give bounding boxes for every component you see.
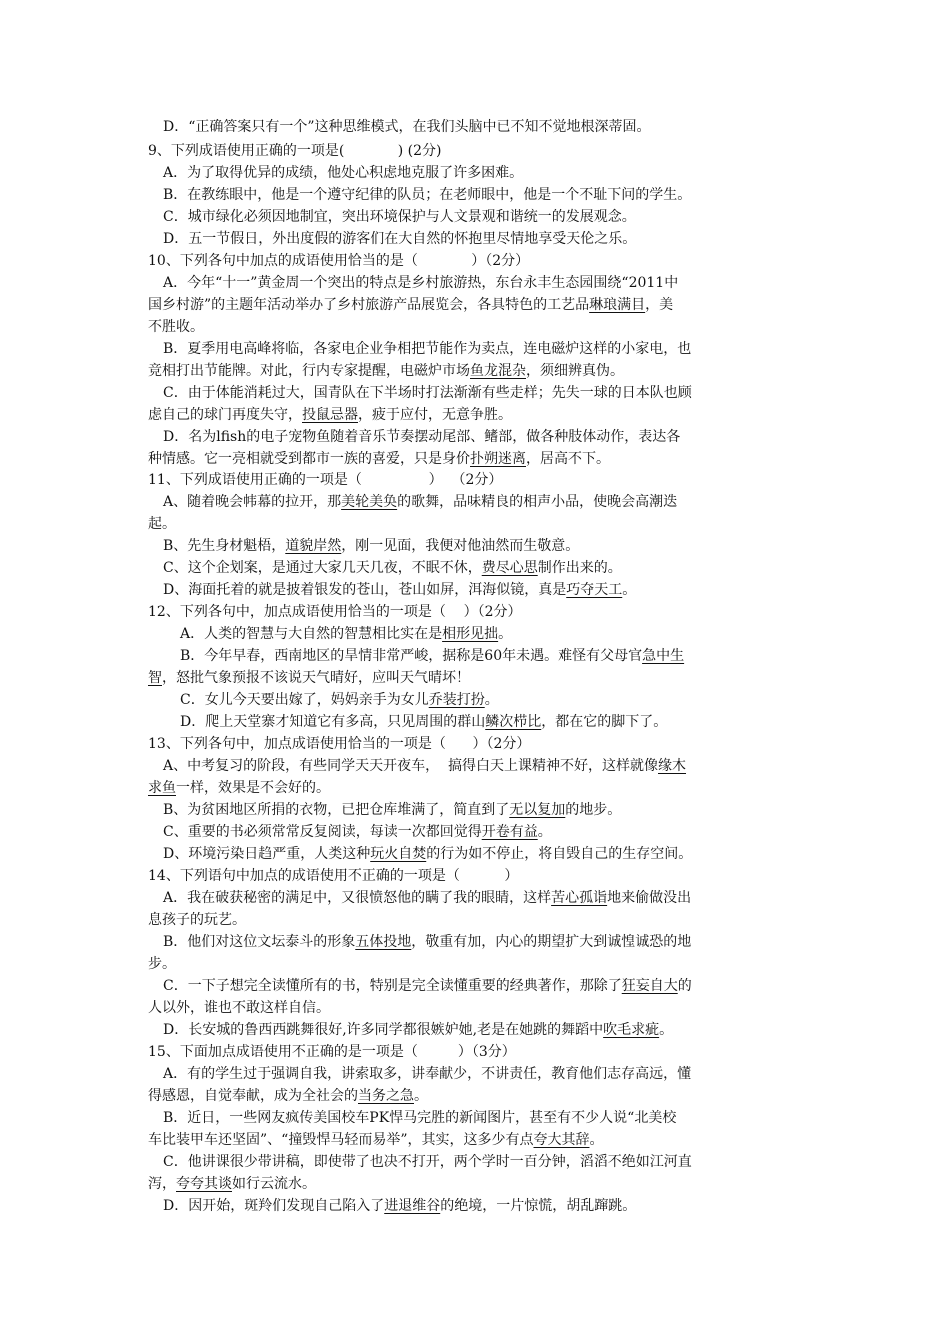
- text-segment: ，刚一见面，我便对他油然而生敬意。: [341, 538, 580, 554]
- underlined-idiom: 玩火自焚: [370, 846, 427, 862]
- underlined-idiom: 急中生: [642, 648, 685, 664]
- text-segment: 竞相打出节能牌。对此，行内专家提醒，电磁炉市场: [148, 363, 470, 379]
- text-line: [148, 317, 204, 337]
- text-line: [180, 646, 684, 666]
- text-segment: 13、下列各句中，加点成语使用恰当的一项是（ ）（2分）: [148, 736, 531, 752]
- underlined-idiom: 求鱼: [148, 780, 176, 796]
- underlined-idiom: 夸夸其谈: [176, 1176, 232, 1192]
- text-segment: 息孩子的玩艺。: [148, 912, 246, 928]
- text-segment: ，都在它的脚下了。: [541, 714, 668, 730]
- text-segment: 9、下列成语使用正确的一项是( ) (2分): [148, 143, 442, 159]
- underlined-idiom: 苦心孤诣: [551, 890, 608, 906]
- text-line: [163, 1196, 636, 1216]
- text-segment: ，疲于应付，无意争胜。: [358, 407, 512, 423]
- text-segment: B．近日，一些网友疯传美国校车PK悍马完胜的新闻图片，甚至有不少人说“北美校: [163, 1110, 677, 1126]
- text-segment: 的歌舞，品味精良的相声小品，使晚会高潮迭: [397, 494, 678, 510]
- underlined-idiom: 智: [148, 670, 162, 686]
- text-segment: A、随着晚会帏幕的拉开，那: [163, 494, 342, 510]
- text-segment: C．女儿今天要出嫁了，妈妈亲手为女儿: [180, 692, 429, 708]
- text-line: [163, 427, 680, 447]
- text-line: [163, 1108, 676, 1128]
- text-line: [148, 602, 522, 622]
- text-segment: 如行云流水。: [232, 1176, 316, 1192]
- text-segment: 的地步。: [565, 802, 622, 818]
- text-line: [148, 866, 518, 886]
- underlined-idiom: 美轮美奂: [341, 494, 398, 510]
- text-line: [148, 251, 529, 271]
- text-segment: B．夏季用电高峰将临，各家电企业争相把节能作为卖点，连电磁炉这样的小家电，也: [163, 341, 692, 357]
- text-segment: A．有的学生过于强调自我，讲索取多，讲奉献少，不讲责任，教育他们志存高远，懂: [163, 1066, 692, 1082]
- text-segment: B、先生身材魁梧，: [163, 538, 286, 554]
- text-line: [148, 778, 330, 798]
- text-segment: C、重要的书必须常常反复阅读，每读一次都回觉得: [163, 824, 482, 840]
- text-line: [163, 1152, 692, 1172]
- text-line: [163, 932, 691, 952]
- text-line: [148, 141, 442, 161]
- text-line: [163, 844, 692, 864]
- text-segment: 人以外，谁也不敢这样自信。: [148, 1000, 330, 1016]
- text-segment: A、中考复习的阶段，有些同学天天开夜车， 搞得白天上课精神不好，这样就像: [163, 758, 659, 774]
- underlined-idiom: 缘木: [658, 758, 687, 774]
- text-line: [148, 1130, 603, 1150]
- text-segment: 。: [498, 626, 513, 642]
- text-segment: D．五一节假日，外出度假的游客们在大自然的怀抱里尽情地享受天伦之乐。: [163, 231, 637, 247]
- text-line: [163, 822, 552, 842]
- text-line: [148, 1174, 316, 1194]
- underlined-idiom: 相形见拙: [442, 626, 499, 642]
- text-line: [163, 756, 686, 776]
- underlined-idiom: 乔装打扮: [428, 692, 485, 708]
- text-segment: A．人类的智慧与大自然的智慧相比实在是: [180, 626, 443, 642]
- text-line: [163, 117, 651, 137]
- underlined-idiom: 五体投地: [355, 934, 412, 950]
- text-line: [163, 976, 692, 996]
- text-segment: 。: [622, 582, 637, 598]
- text-line: [163, 1020, 673, 1040]
- text-segment: 11、下列成语使用正确的一项是（ ） （2分）: [148, 472, 503, 488]
- text-segment: C．由于体能消耗过大，国青队在下半场时打法渐渐有些走样；先失一球的日本队也顾: [163, 385, 692, 401]
- text-segment: D．“正确答案只有一个”这种思维模式，在我们头脑中已不知不觉地根深蒂固。: [163, 119, 651, 135]
- text-line: [163, 492, 677, 512]
- text-line: [148, 734, 530, 754]
- text-segment: C、这个企划案，是通过大家几天几夜，不眠不休，: [163, 560, 482, 576]
- text-line: [163, 580, 636, 600]
- text-line: [148, 514, 176, 534]
- text-segment: 。: [414, 1088, 428, 1104]
- underlined-idiom: 进退维谷: [384, 1198, 441, 1214]
- underlined-idiom: 夸大其辞: [533, 1132, 590, 1148]
- text-line: [148, 910, 246, 930]
- text-segment: 泻，: [148, 1176, 176, 1192]
- text-line: [163, 339, 691, 359]
- text-line: [148, 1042, 516, 1062]
- underlined-idiom: 鳞次栉比: [485, 714, 542, 730]
- text-line: [163, 273, 678, 293]
- text-line: [148, 405, 512, 425]
- underlined-idiom: 狂妄自大: [621, 978, 678, 994]
- text-line: [163, 383, 692, 403]
- text-segment: D、环境污染日趋严重，人类这种: [163, 846, 371, 862]
- underlined-idiom: 费尽心思: [481, 560, 538, 576]
- text-segment: B、为贫困地区所捐的衣物，已把仓库堆满了，简直到了: [163, 802, 510, 818]
- text-segment: D．爬上天堂寨才知道它有多高，只见周围的群山: [180, 714, 486, 730]
- text-line: [180, 624, 512, 644]
- text-segment: 虑自己的球门再度失守，: [148, 407, 302, 423]
- underlined-idiom: 扑朔迷离: [470, 451, 526, 467]
- text-line: [163, 1064, 691, 1084]
- text-segment: 10、下列各句中加点的成语使用恰当的是（ ）（2分）: [148, 253, 530, 269]
- text-segment: 种情感。它一亮相就受到都市一族的喜爱，只是身价: [148, 451, 470, 467]
- underlined-idiom: 巧夺天工: [566, 582, 623, 598]
- text-segment: 。: [537, 824, 552, 840]
- text-segment: 车比装甲车还坚固”、“撞毁悍马轻而易举”，其实，这多少有点: [148, 1132, 534, 1148]
- text-segment: 一样，效果是不会好的。: [176, 780, 330, 796]
- text-segment: 起。: [148, 516, 176, 532]
- underlined-idiom: 鱼龙混杂: [470, 363, 526, 379]
- text-segment: 。: [659, 1022, 674, 1038]
- underlined-idiom: 吹毛求疵: [603, 1022, 660, 1038]
- text-segment: 步。: [148, 956, 176, 972]
- underlined-idiom: 投鼠忌器: [302, 407, 358, 423]
- text-line: [148, 470, 502, 490]
- text-line: [163, 888, 691, 908]
- text-line: [148, 1086, 428, 1106]
- underlined-idiom: 琳琅满目: [589, 297, 646, 313]
- text-line: [148, 668, 470, 688]
- text-line: [163, 229, 636, 249]
- underlined-idiom: 道貌岸然: [285, 538, 342, 554]
- text-segment: D、海面托着的就是披着银发的苍山，苍山如屏，洱海似镜，真是: [163, 582, 567, 598]
- text-segment: 的绝境，一片惊慌，胡乱蹿跳。: [440, 1198, 637, 1214]
- text-line: [148, 361, 624, 381]
- underlined-idiom: 当务之急: [358, 1088, 414, 1104]
- text-segment: ，居高不下。: [526, 451, 610, 467]
- text-segment: C．他讲课很少带讲稿，即使带了也决不打开，两个学时一百分钟，滔滔不绝如江河直: [163, 1154, 692, 1170]
- text-segment: C．一下子想完全读懂所有的书，特别是完全读懂重要的经典著作，那除了: [163, 978, 622, 994]
- text-segment: 国乡村游”的主题年活动举办了乡村旅游产品展览会，各具特色的工艺品: [148, 297, 590, 313]
- text-segment: ，敬重有加，内心的期望扩大到诚惶诚恐的地: [411, 934, 692, 950]
- text-line: [163, 163, 523, 183]
- text-line: [180, 712, 667, 732]
- text-line: [148, 449, 610, 469]
- underlined-idiom: 无以复加: [509, 802, 566, 818]
- text-segment: 制作出来的。: [537, 560, 622, 576]
- text-segment: C．城市绿化必须因地制宜，突出环境保护与人文景观和谐统一的发展观念。: [163, 209, 636, 225]
- text-segment: 14、下列语句中加点的成语使用不正确的一项是（ ）: [148, 868, 519, 884]
- text-segment: 不胜收。: [148, 319, 204, 335]
- text-segment: 。: [484, 692, 499, 708]
- underlined-idiom: 开卷有益: [481, 824, 538, 840]
- text-segment: D．长安城的鲁西西跳舞很好,许多同学都很嫉妒她,老是在她跳的舞蹈中: [163, 1022, 604, 1038]
- text-segment: A．今年“十一”黄金周一个突出的特点是乡村旅游热，东台永丰生态园围绕“2011中: [163, 275, 679, 291]
- text-line: [163, 185, 691, 205]
- text-line: [163, 800, 621, 820]
- text-line: [163, 536, 579, 556]
- text-segment: 地来偷做没出: [607, 890, 692, 906]
- text-segment: ，美: [645, 297, 674, 313]
- text-line: [148, 954, 176, 974]
- text-segment: 15、下面加点成语使用不正确的是一项是（ ）（3分）: [148, 1044, 516, 1060]
- text-segment: 的行为如不停止，将自毁自己的生存空间。: [426, 846, 693, 862]
- text-segment: B．他们对这位文坛泰斗的形象: [163, 934, 356, 950]
- text-segment: D．名为lfish的电子宠物鱼随着音乐节奏摆动尾部、鳍部，做各种肢体动作，表达各: [163, 429, 681, 445]
- text-line: [180, 690, 499, 710]
- text-line: [148, 998, 330, 1018]
- text-segment: B．在教练眼中，他是一个遵守纪律的队员；在老师眼中，他是一个不耻下问的学生。: [163, 187, 692, 203]
- text-segment: 的: [677, 978, 692, 994]
- text-line: [163, 558, 622, 578]
- text-segment: 12、下列各句中，加点成语使用恰当的一项是（ ）（2分）: [148, 604, 522, 620]
- text-segment: 得感恩，自觉奉献，成为全社会的: [148, 1088, 358, 1104]
- text-segment: A．我在破获秘密的满足中，又很愤怒他的瞒了我的眼睛，这样: [163, 890, 552, 906]
- text-segment: A．为了取得优异的成绩，他处心积虑地克服了许多困难。: [163, 165, 524, 181]
- text-segment: B．今年早春，西南地区的旱情非常严峻，据称是60年未遇。难怪有父母官: [180, 648, 643, 664]
- text-segment: D．因开始，斑羚们发现自己陷入了: [163, 1198, 385, 1214]
- text-segment: ，怒批气象预报不该说天气晴好，应叫天气晴坏！: [162, 670, 470, 686]
- text-segment: 。: [589, 1132, 604, 1148]
- text-line: [148, 295, 673, 315]
- text-segment: ，须细辨真伪。: [526, 363, 624, 379]
- text-line: [163, 207, 636, 227]
